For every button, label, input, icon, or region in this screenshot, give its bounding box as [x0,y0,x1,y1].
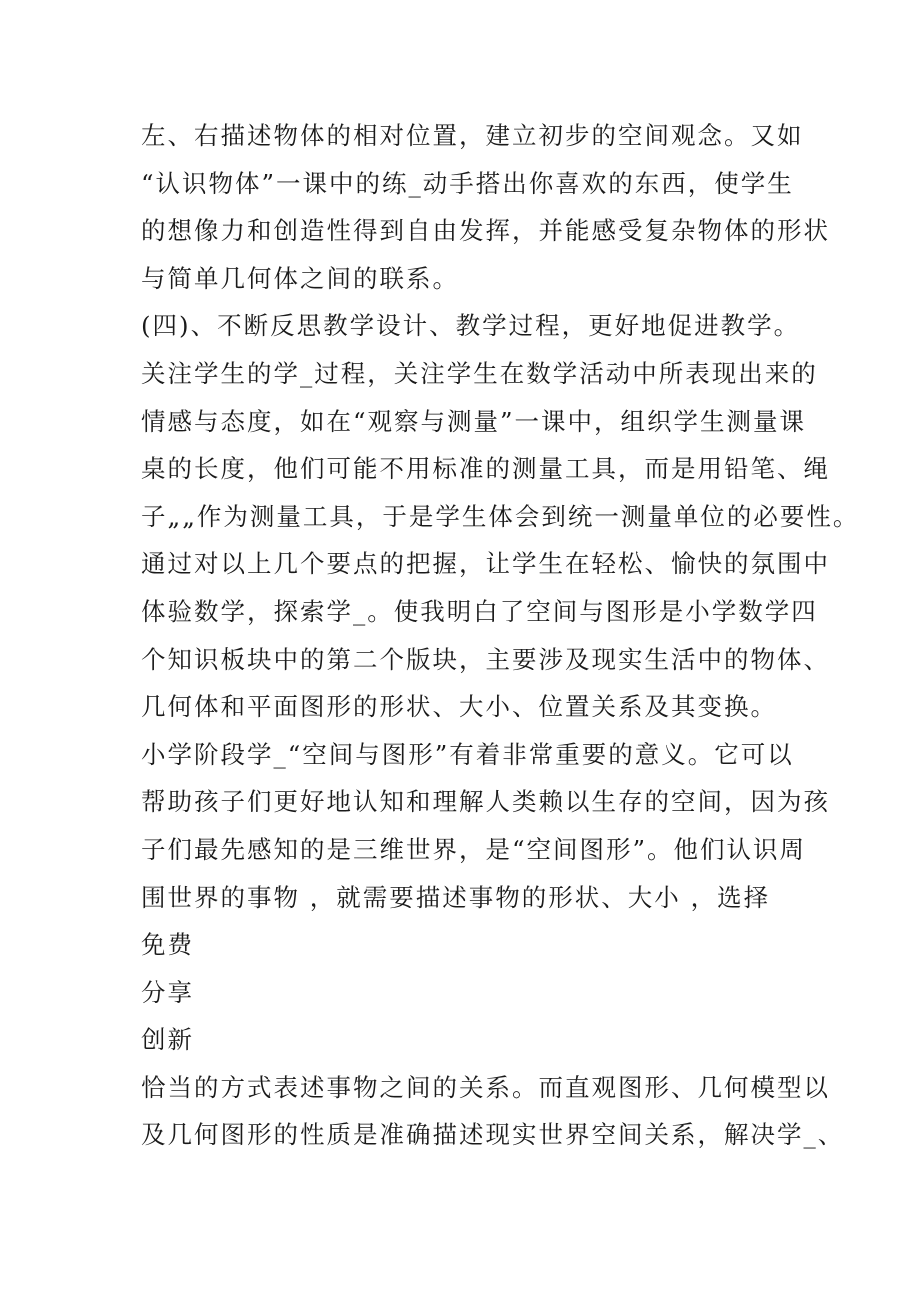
text-line: 体验数学，探索学_。使我明白了空间与图形是小学数学四 [141,596,818,626]
text-line: 小学阶段学_“空间与图形”有着非常重要的意义。它可以 [141,739,794,769]
text-line: 关注学生的学_过程，关注学生在数学活动中所表现出来的 [141,358,818,388]
text-line: 子们最先感知的是三维世界，是“空间图形”。他们认识周 [141,834,807,864]
text-line: 个知识板块中的第二个版块，主要涉及现实生活中的物体、 [141,644,830,674]
watermark-text: 分享 [141,977,194,1007]
text-line: 帮助孩子们更好地认知和理解人类赖以生存的空间，因为孩 [141,787,830,817]
document-body [141,112,901,1159]
text-line: 情感与态度，如在“观察与测量”一课中，组织学生测量课 [141,406,807,436]
section-heading: (四)、不断反思教学设计、教学过程，更好地促进教学。 [141,311,801,341]
text-line: 及几何图形的性质是准确描述现实世界空间关系，解决学_、 [141,1120,845,1150]
text-line: 通过对以上几个要点的把握，让学生在轻松、愉快的氛围中 [141,549,830,579]
text-line: 子„„作为测量工具，于是学生体会到统一测量单位的必要性。 [141,501,860,531]
text-line: “认识物体”一课中的练_动手搭出你喜欢的东西，使学生 [141,168,794,198]
text-line: 左、右描述物体的相对位置，建立初步的空间观念。又如 [141,121,804,150]
text-line: 几何体和平面图形的形状、大小、位置关系及其变换。 [141,692,777,722]
text-line: 围世界的事物 ，就需要描述事物的形状、大小 ，选择 [141,882,771,912]
watermark-text: 免费 [141,930,194,960]
text-line: 的想像力和创造性得到自由发挥，并能感受复杂物体的形状 [141,216,830,246]
watermark-text: 创新 [141,1025,194,1055]
text-line: 与简单几何体之间的联系。 [141,263,459,293]
text-line: 恰当的方式表述事物之间的关系。而直观图形、几何模型以 [141,1072,830,1102]
text-line: 桌的长度，他们可能不用标准的测量工具，而是用铅笔、绳 [141,454,830,484]
